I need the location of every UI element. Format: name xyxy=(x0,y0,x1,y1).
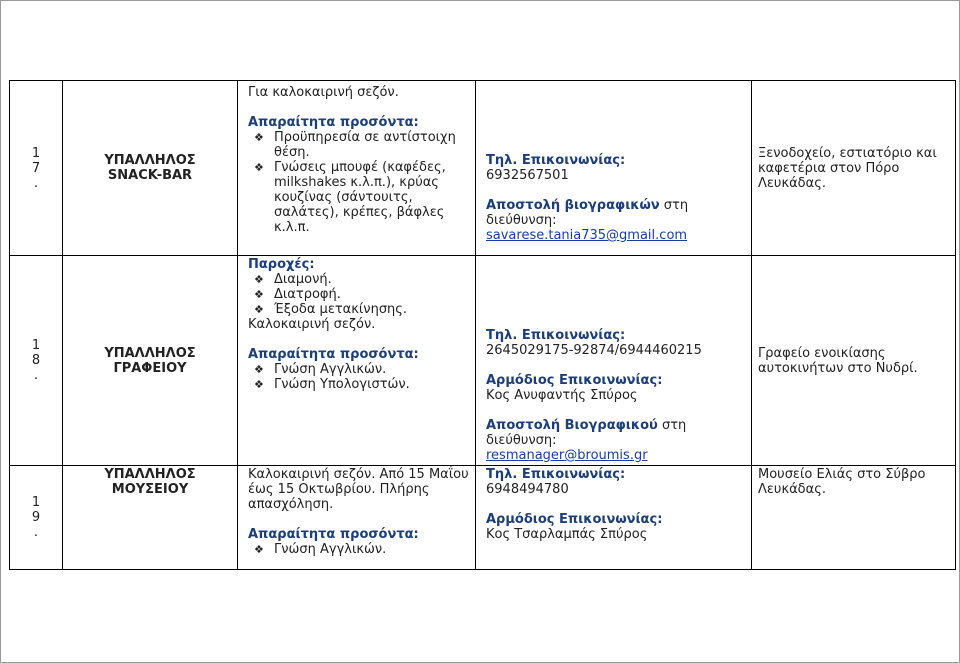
cv-label: Αποστολή βιογραφικών xyxy=(486,198,660,213)
list-item: ❖ Διατροφή. xyxy=(274,287,469,302)
phone-label: Τηλ. Επικοινωνίας: xyxy=(486,467,626,482)
job-location: Γραφείο ενοικίασης αυτοκινήτων στο Νυδρί. xyxy=(752,256,956,466)
contact-label: Αρμόδιος Επικοινωνίας: xyxy=(486,373,663,388)
phone-label: Τηλ. Επικοινωνίας: xyxy=(486,328,626,343)
job-title: ΥΠΑΛΛΗΛΟΣ ΓΡΑΦΕΙΟΥ xyxy=(63,256,238,466)
contact-info xyxy=(476,256,752,466)
table-row xyxy=(10,256,956,466)
job-location: Μουσείο Ελιάς στο Σύβρο Λευκάδας. xyxy=(752,466,956,570)
email-link[interactable]: resmanager@broumis.gr xyxy=(486,448,648,463)
row-number: 1 7 . xyxy=(10,81,63,256)
table-row xyxy=(10,81,956,256)
requirements-list xyxy=(248,362,469,392)
phone-number: 6932567501 xyxy=(486,168,569,183)
season-text: Καλοκαιρινή σεζόν. Από 15 Μαΐου έως 15 Οκτωβρίου. Πλήρης απασχόληση. xyxy=(248,467,469,512)
cv-suffix: στη διεύθυνση: xyxy=(486,198,689,228)
job-listings-table xyxy=(9,80,956,570)
job-title: ΥΠΑΛΛΗΛΟΣ ΜΟΥΣΕΙΟΥ xyxy=(63,466,238,570)
contact-person: Κος Ανυφαντής Σπύρος xyxy=(486,388,638,403)
season-text: Καλοκαιρινή σεζόν. xyxy=(248,317,376,332)
requirements-label: Απαραίτητα προσόντα: xyxy=(248,527,419,542)
requirements-list xyxy=(248,542,469,557)
contact-label: Αρμόδιος Επικοινωνίας: xyxy=(486,512,663,527)
job-title: ΥΠΑΛΛΗΛΟΣ SNACK-BAR xyxy=(63,81,238,256)
phone-number: 6948494780 xyxy=(486,482,569,497)
contact-info xyxy=(476,81,752,256)
list-item: ❖ Προϋπηρεσία σε αντίστοιχη θέση. xyxy=(274,130,469,160)
row-number: 1 8 . xyxy=(10,256,63,466)
contact-person: Κος Τσαρλαμπάς Σπύρος xyxy=(486,527,648,542)
list-item: ❖ Έξοδα μετακίνησης. xyxy=(274,302,469,317)
row-number: 1 9 . xyxy=(10,466,63,570)
email-link[interactable]: savarese.tania735@gmail.com xyxy=(486,228,688,243)
phone-label: Τηλ. Επικοινωνίας: xyxy=(486,153,626,168)
phone-number: 2645029175-92874/6944460215 xyxy=(486,343,702,358)
list-item: ❖ Διαμονή. xyxy=(274,272,469,287)
job-requirements xyxy=(238,466,476,570)
season-text: Για καλοκαιρινή σεζόν. xyxy=(248,85,399,100)
list-item: ❖ Γνώση Αγγλικών. xyxy=(274,542,469,557)
requirements-list xyxy=(248,130,469,235)
requirements-label: Απαραίτητα προσόντα: xyxy=(248,115,419,130)
cv-label: Αποστολή Βιογραφικού xyxy=(486,418,658,433)
job-requirements xyxy=(238,256,476,466)
table-row xyxy=(10,466,956,570)
benefits-label: Παροχές: xyxy=(248,257,315,272)
list-item: ❖ Γνώση Υπολογιστών. xyxy=(274,377,469,392)
list-item: ❖ Γνώση Αγγλικών. xyxy=(274,362,469,377)
job-location: Ξενοδοχείο, εστιατόριο και καφετέρια στον Πόρο Λευκάδας. xyxy=(752,81,956,256)
benefits-list xyxy=(248,272,469,317)
contact-info xyxy=(476,466,752,570)
requirements-label: Απαραίτητα προσόντα: xyxy=(248,347,419,362)
cv-suffix: στη διεύθυνση: xyxy=(486,418,687,448)
list-item: ❖ Γνώσεις μπουφέ (καφέδες, milkshakes κ.λ.π.), κρύας κουζίνας (σάντουιτς, σαλάτες), κρέπες, βάφλες κ.λ.π. xyxy=(274,160,469,235)
job-requirements xyxy=(238,81,476,256)
